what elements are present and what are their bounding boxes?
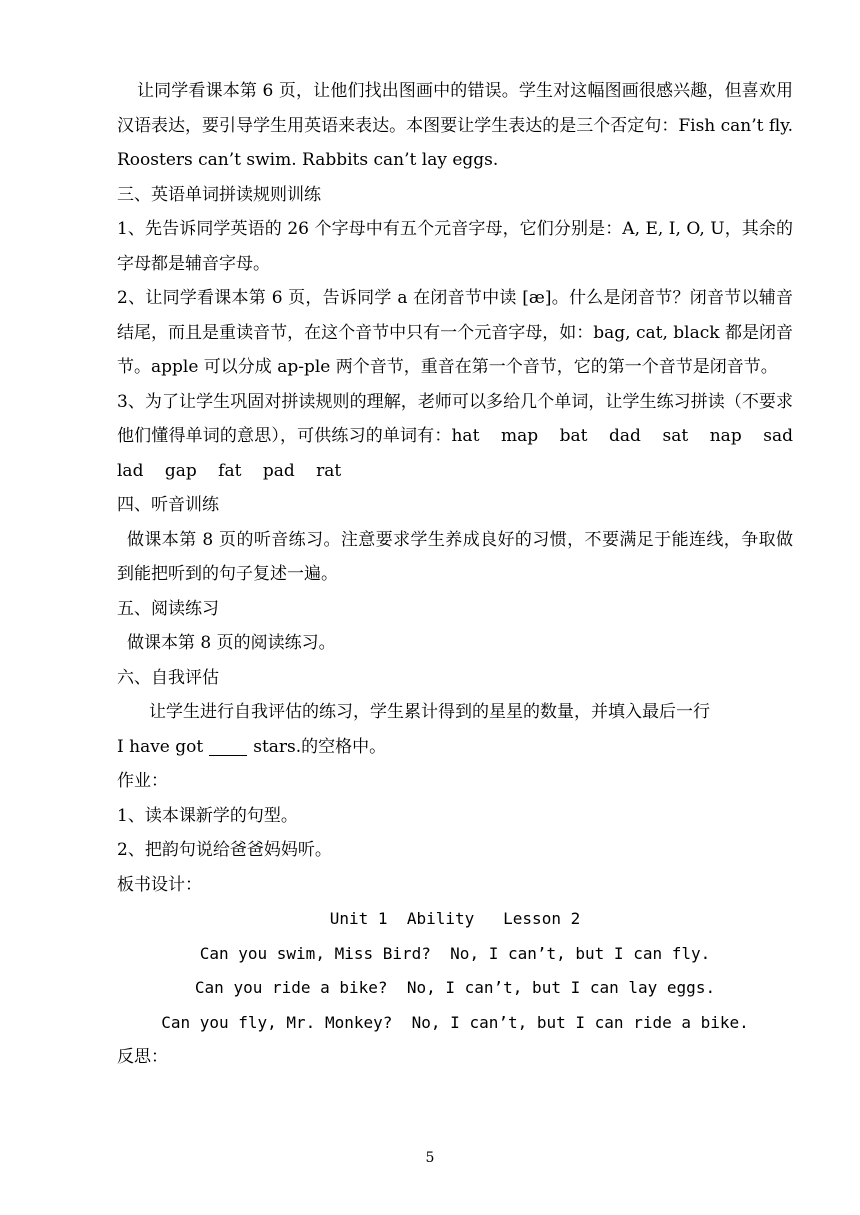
- list-item-vowels: 1、先告诉同学英语的 26 个字母中有五个元音字母，它们分别是：A, E, I, O, U，其余的字母都是辅音字母。: [117, 219, 793, 274]
- paragraph-picture-errors: 让同学看课本第 6 页，让他们找出图画中的错误。学生对这幅图画很感兴趣，但喜欢用汉语表达，要引导学生用英语来表达。本图要让学生表达的是三个否定句：Fish can’t fly. Roosters can’t swim. Rabbits can’t lay eggs.: [117, 81, 793, 170]
- homework-title: 作业：: [117, 771, 168, 791]
- stars-text-post: stars.的空格中。: [253, 736, 387, 757]
- section-heading-listening: 四、听音训练: [117, 495, 219, 515]
- page-number: 5: [425, 1150, 435, 1166]
- list-item-practice-words: 3、为了让学生巩固对拼读规则的理解，老师可以多给几个单词，让学生练习拼读（不要求他们懂得单词的意思），可供练习的单词有：hat map bat dad sat nap sad lad gap fat pad rat: [117, 391, 793, 481]
- section-heading-self-assessment: 六、自我评估: [117, 667, 219, 688]
- document-body: [117, 74, 793, 1075]
- homework-item-1: 1、读本课新学的句型。: [117, 805, 298, 826]
- board-line-2: Can you ride a bike? No, I can’t, but I can lay eggs.: [194, 978, 716, 997]
- board-line-unit: Unit 1 Ability Lesson 2: [329, 909, 581, 928]
- paragraph-listening: 做课本第 8 页的听音练习。注意要求学生养成良好的习惯，不要满足于能连线，争取做到能把听到的句子复述一遍。: [117, 529, 793, 584]
- paragraph-stars-line: [117, 730, 793, 765]
- homework-item-2: 2、把韵句说给爸爸妈妈听。: [117, 840, 332, 860]
- board-line-3: Can you fly, Mr. Monkey? No, I can’t, but I can ride a bike.: [161, 1012, 749, 1032]
- board-line-1: Can you swim, Miss Bird? No, I can’t, but I can fly.: [199, 943, 711, 963]
- section-heading-spelling: 三、英语单词拼读规则训练: [117, 184, 321, 205]
- list-item-closed-syllable: 2、让同学看课本第 6 页，告诉同学 a 在闭音节中读 [æ]。什么是闭音节？闭音节以辅音结尾，而且是重读音节，在这个音节中只有一个元音字母，如：bag, cat, black 都是闭音节。apple 可以分成 ap-ple 两个音节，重音在第一个音节，它的第一个音节是闭音节。: [117, 288, 793, 377]
- reflection-label: 反思：: [117, 1047, 168, 1067]
- stars-blank: [209, 735, 247, 756]
- paragraph-reading: 做课本第 8 页的阅读练习。: [127, 633, 336, 653]
- paragraph-self-assessment: 让学生进行自我评估的练习，学生累计得到的星星的数量，并填入最后一行: [149, 702, 710, 722]
- board-design-title: 板书设计：: [117, 874, 202, 895]
- section-heading-reading: 五、阅读练习: [117, 598, 219, 619]
- stars-text-pre: I have got: [117, 736, 204, 757]
